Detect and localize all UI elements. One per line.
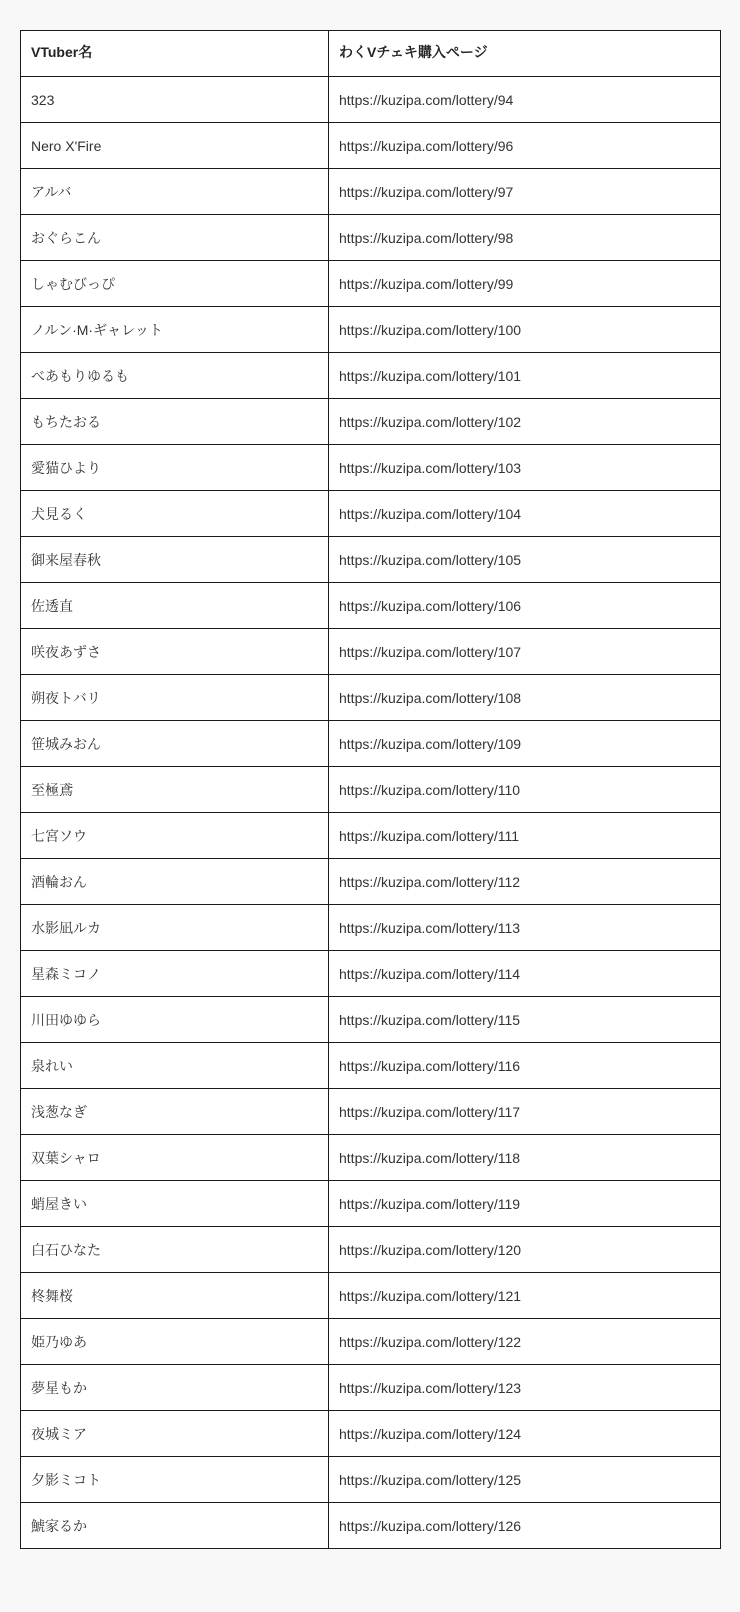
purchase-page-url-cell[interactable]: https://kuzipa.com/lottery/107 (329, 629, 721, 675)
vtuber-name-cell: Nero X'Fire (21, 123, 329, 169)
table-row (21, 307, 721, 353)
purchase-page-url-cell[interactable]: https://kuzipa.com/lottery/96 (329, 123, 721, 169)
table-row (21, 1135, 721, 1181)
purchase-page-url-cell[interactable]: https://kuzipa.com/lottery/104 (329, 491, 721, 537)
table-row (21, 1273, 721, 1319)
purchase-page-url-cell[interactable]: https://kuzipa.com/lottery/115 (329, 997, 721, 1043)
vtuber-name-cell: 白石ひなた (21, 1227, 329, 1273)
purchase-page-url-cell[interactable]: https://kuzipa.com/lottery/114 (329, 951, 721, 997)
purchase-page-url-cell[interactable]: https://kuzipa.com/lottery/98 (329, 215, 721, 261)
vtuber-name-cell: 星森ミコノ (21, 951, 329, 997)
table-header (21, 31, 721, 77)
purchase-page-url-cell[interactable]: https://kuzipa.com/lottery/97 (329, 169, 721, 215)
purchase-page-url-cell[interactable]: https://kuzipa.com/lottery/124 (329, 1411, 721, 1457)
purchase-page-url-cell[interactable]: https://kuzipa.com/lottery/101 (329, 353, 721, 399)
purchase-page-url-cell[interactable]: https://kuzipa.com/lottery/122 (329, 1319, 721, 1365)
vtuber-name-cell: もちたおる (21, 399, 329, 445)
column-header-purchase-page: わくVチェキ購入ページ (329, 31, 721, 77)
vtuber-name-cell: おぐらこん (21, 215, 329, 261)
purchase-page-url-cell[interactable]: https://kuzipa.com/lottery/118 (329, 1135, 721, 1181)
table-header-row (21, 31, 721, 77)
table-row (21, 1457, 721, 1503)
vtuber-name-cell: 夜城ミア (21, 1411, 329, 1457)
vtuber-name-cell: 双葉シャロ (21, 1135, 329, 1181)
purchase-page-url-cell[interactable]: https://kuzipa.com/lottery/103 (329, 445, 721, 491)
vtuber-name-cell: 柊舞桜 (21, 1273, 329, 1319)
purchase-page-url-cell[interactable]: https://kuzipa.com/lottery/121 (329, 1273, 721, 1319)
purchase-page-url-cell[interactable]: https://kuzipa.com/lottery/113 (329, 905, 721, 951)
vtuber-name-cell: 泉れい (21, 1043, 329, 1089)
purchase-page-url-cell[interactable]: https://kuzipa.com/lottery/106 (329, 583, 721, 629)
purchase-page-url-cell[interactable]: https://kuzipa.com/lottery/112 (329, 859, 721, 905)
table-row (21, 537, 721, 583)
purchase-page-url-cell[interactable]: https://kuzipa.com/lottery/126 (329, 1503, 721, 1549)
vtuber-name-cell: 佐透直 (21, 583, 329, 629)
purchase-page-url-cell[interactable]: https://kuzipa.com/lottery/108 (329, 675, 721, 721)
purchase-page-url-cell[interactable]: https://kuzipa.com/lottery/110 (329, 767, 721, 813)
table-row (21, 1365, 721, 1411)
table-row (21, 1411, 721, 1457)
table-row (21, 77, 721, 123)
table-row (21, 1089, 721, 1135)
table-row (21, 123, 721, 169)
vtuber-name-cell: 鯱家るか (21, 1503, 329, 1549)
purchase-page-url-cell[interactable]: https://kuzipa.com/lottery/94 (329, 77, 721, 123)
table-row (21, 1181, 721, 1227)
vtuber-name-cell: 川田ゆゆら (21, 997, 329, 1043)
vtuber-name-cell: 至極鳶 (21, 767, 329, 813)
table-row (21, 997, 721, 1043)
vtuber-name-cell: 酒輪おん (21, 859, 329, 905)
vtuber-name-cell: アルバ (21, 169, 329, 215)
vtuber-name-cell: 笹城みおん (21, 721, 329, 767)
purchase-page-url-cell[interactable]: https://kuzipa.com/lottery/120 (329, 1227, 721, 1273)
vtuber-name-cell: 浅葱なぎ (21, 1089, 329, 1135)
purchase-page-url-cell[interactable]: https://kuzipa.com/lottery/100 (329, 307, 721, 353)
vtuber-name-cell: 323 (21, 77, 329, 123)
table-row (21, 583, 721, 629)
purchase-page-url-cell[interactable]: https://kuzipa.com/lottery/119 (329, 1181, 721, 1227)
table-row (21, 261, 721, 307)
vtuber-name-cell: 夢星もか (21, 1365, 329, 1411)
table-row (21, 1043, 721, 1089)
table-row (21, 1503, 721, 1549)
table-row (21, 491, 721, 537)
table-row (21, 1227, 721, 1273)
table-row (21, 445, 721, 491)
vtuber-name-cell: 夕影ミコト (21, 1457, 329, 1503)
purchase-page-url-cell[interactable]: https://kuzipa.com/lottery/99 (329, 261, 721, 307)
table-row (21, 399, 721, 445)
vtuber-name-cell: 犬見るく (21, 491, 329, 537)
column-header-vtuber-name: VTuber名 (21, 31, 329, 77)
vtuber-name-cell: 朔夜トバリ (21, 675, 329, 721)
table-row (21, 767, 721, 813)
table-row (21, 169, 721, 215)
vtuber-name-cell: 咲夜あずさ (21, 629, 329, 675)
vtuber-cheki-table (20, 30, 721, 1549)
table-row (21, 813, 721, 859)
table-row (21, 629, 721, 675)
vtuber-name-cell: 愛猫ひより (21, 445, 329, 491)
purchase-page-url-cell[interactable]: https://kuzipa.com/lottery/125 (329, 1457, 721, 1503)
vtuber-name-cell: しゃむびっぴ (21, 261, 329, 307)
vtuber-name-cell: べあもりゆるも (21, 353, 329, 399)
vtuber-name-cell: ノルン·M·ギャレット (21, 307, 329, 353)
purchase-page-url-cell[interactable]: https://kuzipa.com/lottery/102 (329, 399, 721, 445)
purchase-page-url-cell[interactable]: https://kuzipa.com/lottery/123 (329, 1365, 721, 1411)
vtuber-name-cell: 御来屋春秋 (21, 537, 329, 583)
table-row (21, 721, 721, 767)
table-row (21, 215, 721, 261)
purchase-page-url-cell[interactable]: https://kuzipa.com/lottery/117 (329, 1089, 721, 1135)
purchase-page-url-cell[interactable]: https://kuzipa.com/lottery/105 (329, 537, 721, 583)
table-row (21, 353, 721, 399)
vtuber-name-cell: 水影凪ルカ (21, 905, 329, 951)
table-row (21, 1319, 721, 1365)
table-body (21, 77, 721, 1549)
table-row (21, 859, 721, 905)
purchase-page-url-cell[interactable]: https://kuzipa.com/lottery/111 (329, 813, 721, 859)
purchase-page-url-cell[interactable]: https://kuzipa.com/lottery/116 (329, 1043, 721, 1089)
table-row (21, 905, 721, 951)
vtuber-name-cell: 蛸屋きい (21, 1181, 329, 1227)
vtuber-name-cell: 七宮ソウ (21, 813, 329, 859)
purchase-page-url-cell[interactable]: https://kuzipa.com/lottery/109 (329, 721, 721, 767)
table-row (21, 675, 721, 721)
vtuber-name-cell: 姫乃ゆあ (21, 1319, 329, 1365)
table-row (21, 951, 721, 997)
